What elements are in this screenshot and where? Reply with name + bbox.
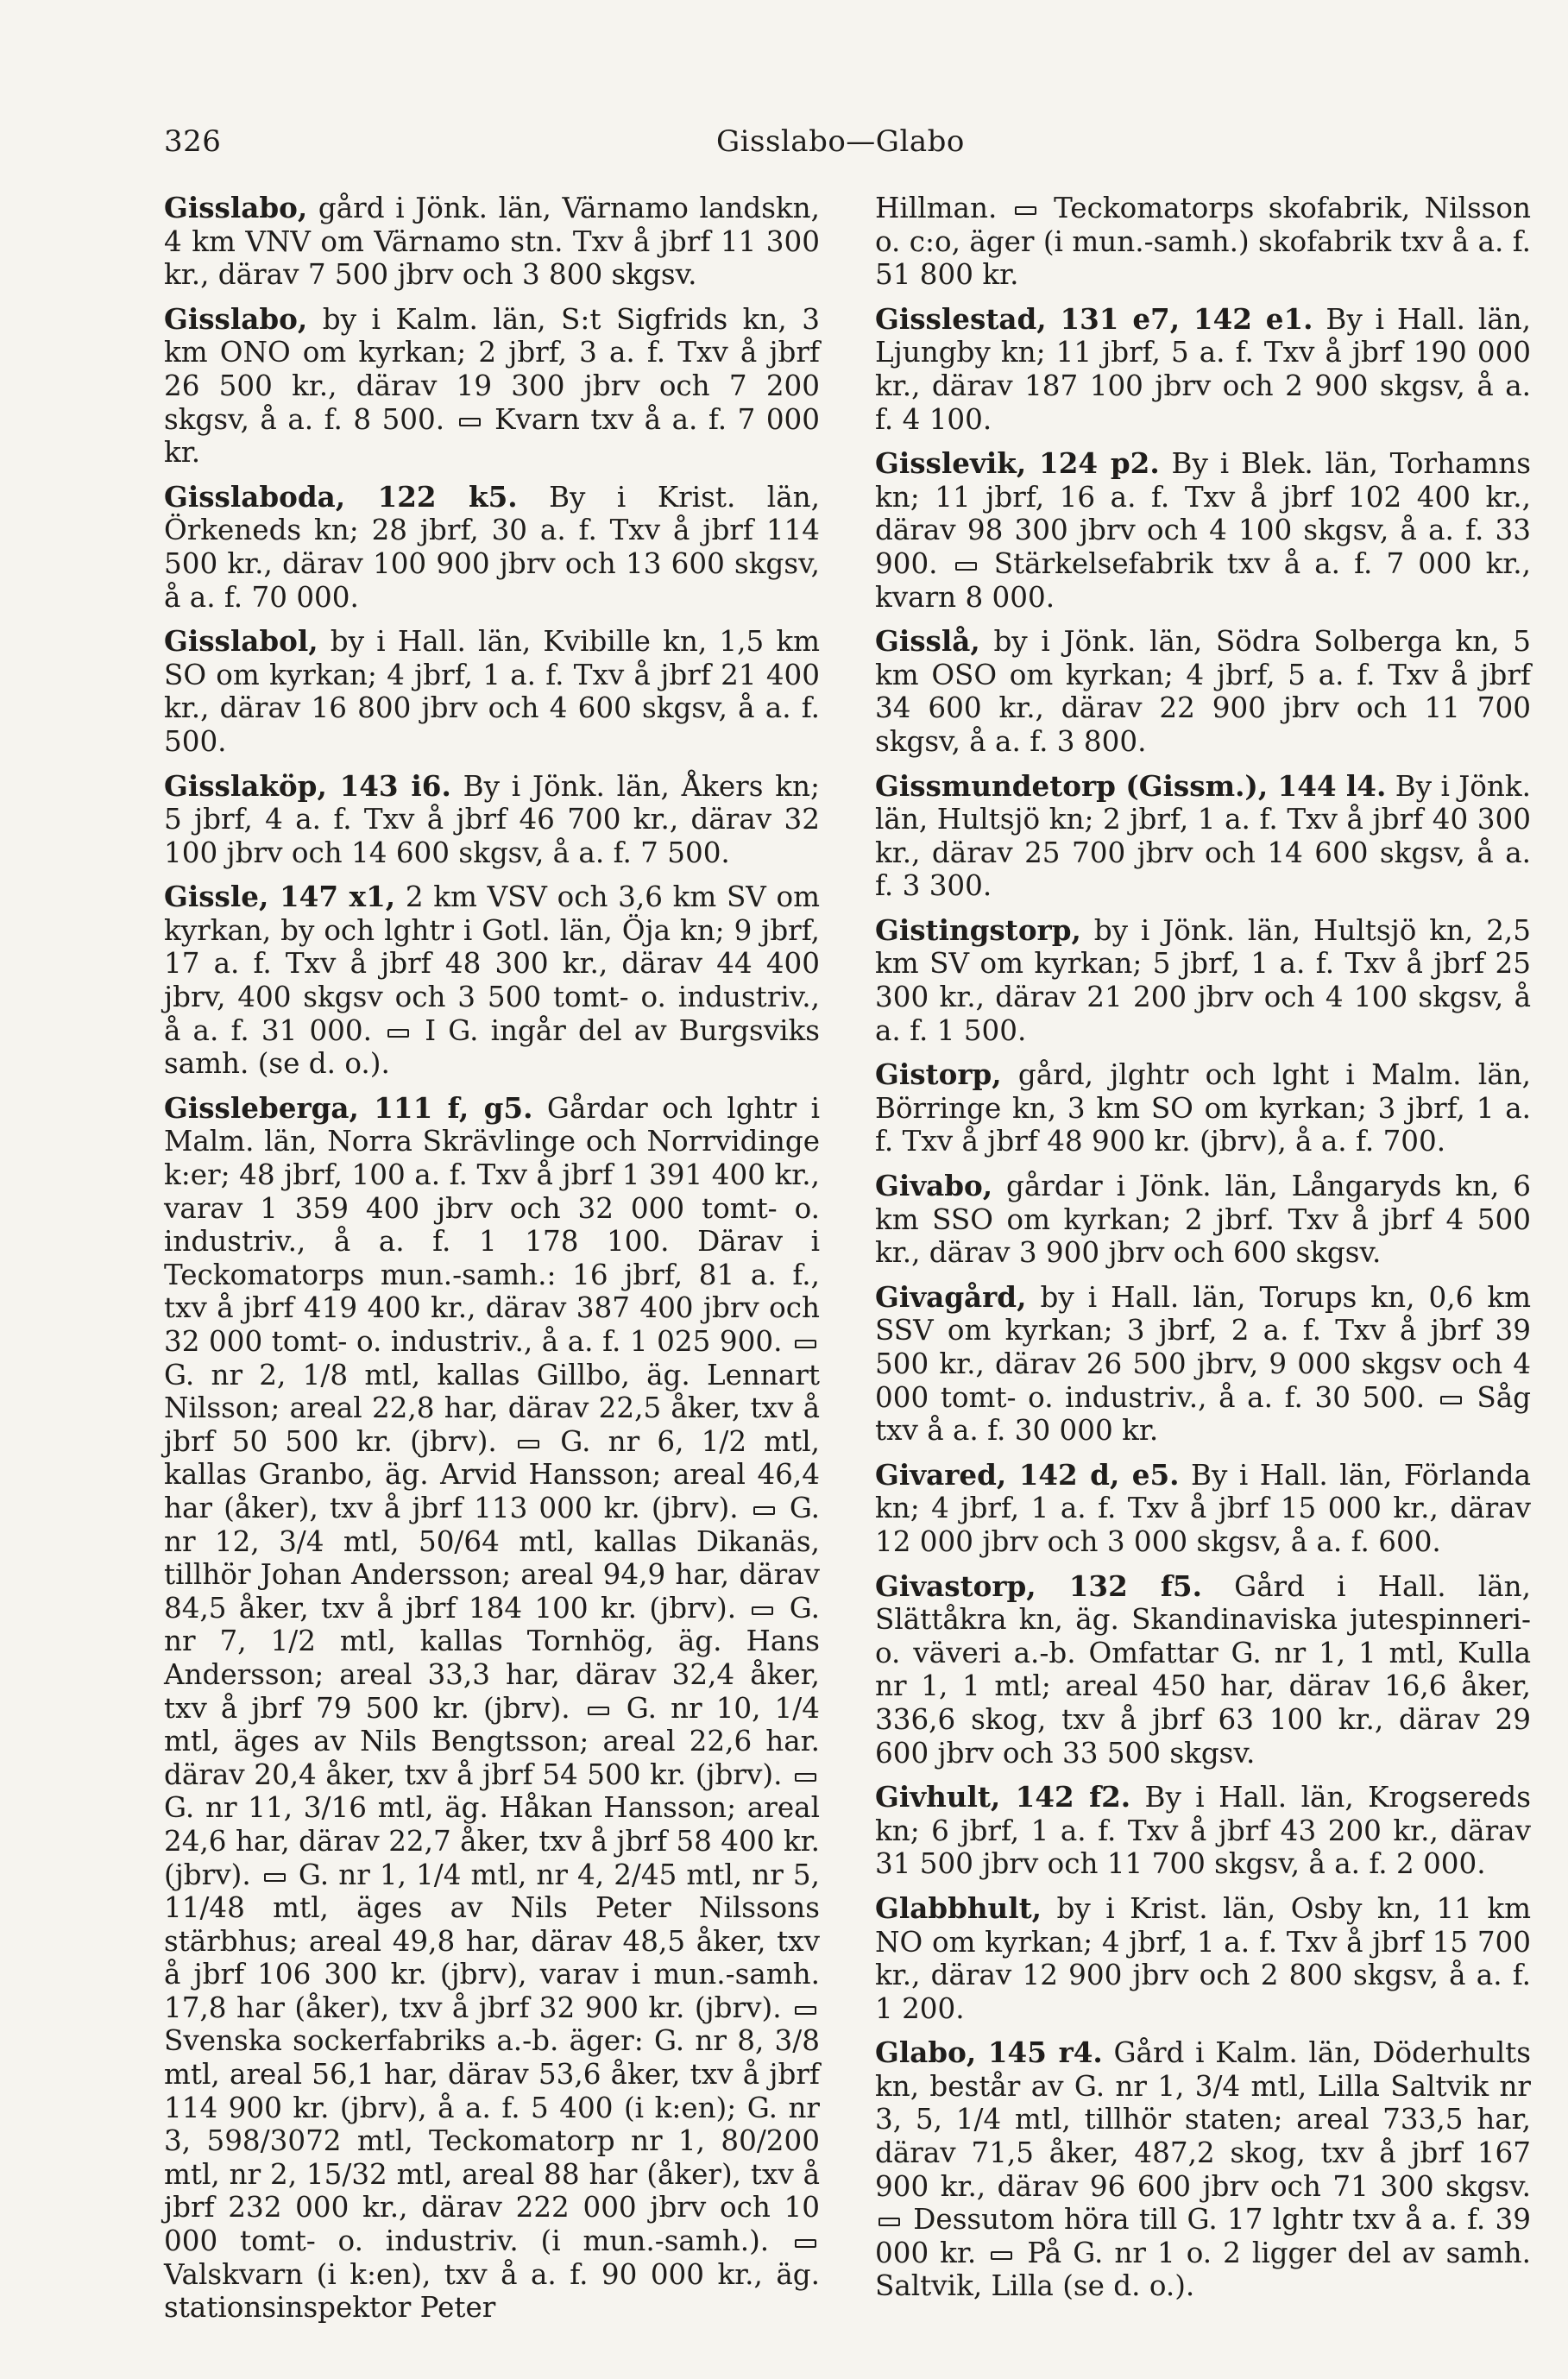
entry-text: Hillman.	[875, 192, 998, 224]
entry-headword: Gisslevik, 124 p2.	[875, 446, 1160, 481]
dictionary-entry	[875, 1170, 1531, 1270]
dictionary-entry	[875, 914, 1531, 1047]
entry-text: Valskvarn (i k:en), txv å a. f. 90 000 kr., äg. stationsinspektor Peter	[164, 2257, 820, 2325]
dictionary-entry	[164, 303, 820, 470]
entry-text: G. nr 12, 3/4 mtl, 50/64 mtl, kallas Dikanäs, tillhör Johan Andersson; areal 94,9 har, därav 84,5 åker, txv å jbrf 184 100 kr. (jbrv).	[164, 1491, 821, 1625]
entry-headword: Glabbhult,	[875, 1890, 1042, 1925]
dictionary-entry	[875, 192, 1531, 292]
rectangle-separator-icon	[459, 418, 481, 426]
rectangle-separator-icon	[387, 1029, 409, 1038]
entry-text: G. nr 1, 1/4 mtl, nr 4, 2/45 mtl, nr 5, 11/48 mtl, äges av Nils Peter Nilssons stärbhus; areal 49,8 har, därav 48,5 åker, txv å jbrf 106 300 kr. (jbrv), varav i mun.-samh. 17,8 har (åker), txv å jbrf 32 900 kr. (jbrv).	[164, 1858, 821, 2024]
rectangle-separator-icon	[752, 1606, 773, 1615]
entry-headword: Gisslaboda, 122 k5.	[164, 479, 518, 514]
entry-text: Gårdar och lghtr i Malm. län, Norra Skrävlinge och Norrvidinge k:er; 48 jbrf, 100 a. f. Txv å jbrf 1 391 400 kr., varav 1 359 400 jbrv och 32 000 tomt- o. industriv., å a. f. 1 178 100. Därav i Teckomatorps mun.-samh.: 16 jbrf, 81 a. f., txv å jbrf 419 400 kr., därav 387 400 jbrv och 32 000 tomt- o. industriv., å a. f. 1 025 900.	[164, 1091, 821, 1358]
entry-headword: Gisslabol,	[164, 624, 318, 659]
entry-text: Såg txv å a. f. 30 000 kr.	[875, 1380, 1531, 1448]
entry-text: by i Hall. län, Torups kn, 0,6 km SSV om kyrkan; 3 jbrf, 2 a. f. Txv å jbrf 39 500 kr., därav 26 500 jbrv, 9 000 skgsv och 4 000 tomt- o. industriv., å a. f. 30 500.	[875, 1280, 1531, 1414]
page-heading: Gisslabo—Glabo	[716, 124, 965, 159]
dictionary-entry	[164, 1092, 820, 2325]
entry-text: gård i Jönk. län, Värnamo landskn, 4 km VNV om Värnamo stn. Txv å jbrf 11 300 kr., därav 7 500 jbrv och 3 800 skgsv.	[164, 192, 820, 292]
right-column	[875, 192, 1531, 2314]
rectangle-separator-icon	[795, 1340, 816, 1348]
entry-text: by i Jönk. län, Hultsjö kn, 2,5 km SV om kyrkan; 5 jbrf, 1 a. f. Txv å jbrf 25 300 kr., därav 21 200 jbrv och 4 100 skgsv, å a. f. 1 500.	[875, 913, 1531, 1047]
entry-text: By i Jönk. län, Åkers kn; 5 jbrf, 4 a. f. Txv å jbrf 46 700 kr., därav 32 100 jbrv och 14 600 skgsv, å a. f. 7 500.	[164, 769, 820, 869]
entry-text: By i Hall. län, Krogsereds kn; 6 jbrf, 1 a. f. Txv å jbrf 43 200 kr., därav 31 500 jbrv och 11 700 skgsv, å a. f. 2 000.	[875, 1781, 1531, 1881]
entry-text: by i Jönk. län, Södra Solberga kn, 5 km OSO om kyrkan; 4 jbrf, 5 a. f. Txv å jbrf 34 600 kr., därav 22 900 jbrv och 11 700 skgsv, å a. f. 3 800.	[875, 625, 1531, 758]
entry-text: Svenska sockerfabriks a.-b. äger: G. nr 8, 3/8 mtl, areal 56,1 har, därav 53,6 åker, txv å jbrf 114 900 kr. (jbrv), å a. f. 5 400 (i k:en); G. nr 3, 598/3072 mtl, Teckomatorp nr 1, 80/200 mtl, nr 2, 15/32 mtl, areal 88 har (åker), txv å jbrf 232 000 kr., därav 222 000 jbrv och 10 000 tomt- o. industriv. (i mun.-samh.).	[164, 2024, 820, 2258]
dictionary-entry	[875, 770, 1531, 903]
entry-text: gård, jlghtr och lght i Malm. län, Börringe kn, 3 km SO om kyrkan; 3 jbrf, 1 a. f. Txv å jbrf 48 900 kr. (jbrv), å a. f. 700.	[875, 1058, 1531, 1158]
dictionary-entry	[164, 770, 820, 870]
entry-text: gårdar i Jönk. län, Långaryds kn, 6 km SSO om kyrkan; 2 jbrf. Txv å jbrf 4 500 kr., därav 3 900 jbrv och 600 skgsv.	[875, 1170, 1532, 1270]
entry-text: by i Kalm. län, S:t Sigfrids kn, 3 km ONO om kyrkan; 2 jbrf, 3 a. f. Txv å jbrf 26 500 kr., därav 19 300 jbrv och 7 200 skgsv, å a. f. 8 500.	[164, 302, 820, 436]
entry-text: G. nr 7, 1/2 mtl, kallas Tornhög, äg. Hans Andersson; areal 33,3 har, därav 32,4 åker, txv å jbrf 79 500 kr. (jbrv).	[164, 1591, 820, 1725]
entry-headword: Gissleberga, 111 f, g5.	[164, 1090, 533, 1125]
entry-headword: Gistingstorp,	[875, 912, 1081, 947]
entry-text: By i Jönk. län, Hultsjö kn; 2 jbrf, 1 a. f. Txv å jbrf 40 300 kr., därav 25 700 jbrv och 14 600 skgsv, å a. f. 3 300.	[875, 769, 1532, 903]
entry-headword: Givared, 142 d, e5.	[875, 1457, 1180, 1492]
entry-text: I G. ingår del av Burgsviks samh. (se d. o.).	[164, 1013, 821, 1081]
rectangle-separator-icon	[795, 2239, 816, 2248]
dictionary-entry	[875, 1058, 1531, 1158]
entry-text: By i Hall. län, Ljungby kn; 11 jbrf, 5 a. f. Txv å jbrf 190 000 kr., därav 187 100 jbrv och 2 900 skgsv, å a. f. 4 100.	[875, 302, 1531, 436]
dictionary-entry	[164, 880, 820, 1081]
entry-text: By i Hall. län, Förlanda kn; 4 jbrf, 1 a. f. Txv å jbrf 15 000 kr., därav 12 000 jbrv och 3 000 skgsv, å a. f. 600.	[875, 1458, 1531, 1558]
dictionary-entry	[875, 1781, 1531, 1881]
dictionary-entry	[875, 2036, 1531, 2303]
entry-text: by i Krist. län, Osby kn, 11 km NO om kyrkan; 4 jbrf, 1 a. f. Txv å jbrf 15 700 kr., därav 12 900 jbrv och 2 800 skgsv, å a. f. 1 200.	[875, 1891, 1532, 2025]
entry-text: by i Hall. län, Kvibille kn, 1,5 km SO om kyrkan; 4 jbrf, 1 a. f. Txv å jbrf 21 400 kr., därav 16 800 jbrv och 4 600 skgsv, å a. f. 500.	[164, 625, 821, 758]
rectangle-separator-icon	[795, 1773, 816, 1782]
entry-text: Stärkelsefabrik txv å a. f. 7 000 kr., kvarn 8 000.	[875, 546, 1532, 614]
dictionary-entry	[875, 447, 1531, 614]
entry-headword: Givagård,	[875, 1279, 1027, 1314]
page-number: 326	[164, 124, 222, 159]
entry-headword: Givastorp, 132 f5.	[875, 1568, 1202, 1603]
entry-headword: Gissle, 147 x1,	[164, 880, 396, 914]
dictionary-entry	[875, 625, 1531, 758]
entry-headword: Gisslestad, 131 e7, 142 e1.	[875, 301, 1313, 336]
rectangle-separator-icon	[518, 1440, 539, 1448]
rectangle-separator-icon	[991, 2251, 1012, 2260]
dictionary-entry	[875, 1459, 1531, 1559]
entry-text: Kvarn txv å a. f. 7 000 kr.	[164, 402, 821, 470]
entry-text: 2 km VSV och 3,6 km SV om kyrkan, by och lghtr i Gotl. län, Öja kn; 9 jbrf, 17 a. f. Txv å jbrf 48 300 kr., därav 44 400 jbrv, 400 skgsv och 3 500 tomt- o. industriv., å a. f. 31 000.	[164, 880, 821, 1047]
entry-headword: Gistorp,	[875, 1057, 1002, 1092]
rectangle-separator-icon	[588, 1707, 609, 1715]
dictionary-entry	[875, 1892, 1531, 2025]
entry-text: G. nr 10, 1/4 mtl, äges av Nils Bengtsson; areal 22,6 har. därav 20,4 åker, txv å jbrf 54 500 kr. (jbrv).	[164, 1691, 820, 1791]
rectangle-separator-icon	[753, 1506, 775, 1515]
dictionary-entry	[875, 303, 1531, 436]
rectangle-separator-icon	[1440, 1396, 1462, 1404]
dictionary-entry	[164, 192, 820, 292]
entry-text: Teckomatorps skofabrik, Nilsson o. c:o, äger (i mun.-samh.) skofabrik txv å a. f. 51 800 kr.	[875, 192, 1531, 292]
entry-headword: Givabo,	[875, 1169, 993, 1203]
entry-text: På G. nr 1 o. 2 ligger del av samh. Saltvik, Lilla (se d. o.).	[875, 2236, 1532, 2303]
entry-text: By i Blek. län, Torhamns kn; 11 jbrf, 16 a. f. Txv å jbrf 102 400 kr., därav 98 300 jbrv och 4 100 skgsv, å a. f. 33 900.	[875, 447, 1531, 580]
entry-headword: Gisslaköp, 143 i6.	[164, 768, 451, 803]
rectangle-separator-icon	[1015, 206, 1036, 215]
entry-headword: Gisslå,	[875, 624, 980, 659]
entry-headword: Gissmundetorp (Gissm.), 144 l4.	[875, 768, 1387, 803]
entry-text: By i Krist. län, Örkeneds kn; 28 jbrf, 30 a. f. Txv å jbrf 114 500 kr., därav 100 900 jbrv och 13 600 skgsv, å a. f. 70 000.	[164, 480, 820, 614]
dictionary-entry	[875, 1570, 1531, 1770]
entry-text: Gård i Kalm. län, Döderhults kn, består av G. nr 1, 3/4 mtl, Lilla Saltvik nr 3, 5, 1/4 mtl, tillhör staten; areal 733,5 har, därav 71,5 åker, 487,2 skog, txv å jbrf 167 900 kr., därav 96 600 jbrv och 71 300 skgsv.	[875, 2036, 1531, 2203]
rectangle-separator-icon	[878, 2218, 900, 2226]
entry-text: G. nr 6, 1/2 mtl, kallas Granbo, äg. Arvid Hansson; areal 46,4 har (åker), txv å jbrf 113 000 kr. (jbrv).	[164, 1424, 821, 1524]
entry-text: Dessutom höra till G. 17 lghtr txv å a. f. 39 000 kr.	[875, 2203, 1531, 2269]
entry-headword: Glabo, 145 r4.	[875, 2035, 1103, 2070]
entry-text: G. nr 11, 3/16 mtl, äg. Håkan Hansson; areal 24,6 har, därav 22,7 åker, txv å jbrf 58 400 kr. (jbrv).	[164, 1791, 820, 1891]
rectangle-separator-icon	[264, 1873, 286, 1882]
dictionary-entry	[164, 481, 820, 614]
dictionary-entry	[164, 625, 820, 758]
entry-headword: Gisslabo,	[164, 301, 308, 336]
rectangle-separator-icon	[955, 562, 977, 571]
rectangle-separator-icon	[795, 2006, 816, 2015]
entry-text: G. nr 2, 1/8 mtl, kallas Gillbo, äg. Lennart Nilsson; areal 22,8 har, därav 22,5 åker, txv å jbrf 50 500 kr. (jbrv).	[164, 1358, 820, 1458]
left-column	[164, 192, 820, 2336]
entry-headword: Givhult, 142 f2.	[875, 1780, 1131, 1814]
entry-headword: Gisslabo,	[164, 191, 308, 224]
entry-text: Gård i Hall. län, Slättåkra kn, äg. Skandinaviska jutespinneri- o. väveri a.-b. Omfattar G. nr 1, 1 mtl, Kulla nr 1, 1 mtl; areal 450 har, därav 16,6 åker, 336,6 skog, txv å jbrf 63 100 kr., därav 29 600 jbrv och 33 500 skgsv.	[875, 1569, 1531, 1770]
dictionary-entry	[875, 1281, 1531, 1448]
